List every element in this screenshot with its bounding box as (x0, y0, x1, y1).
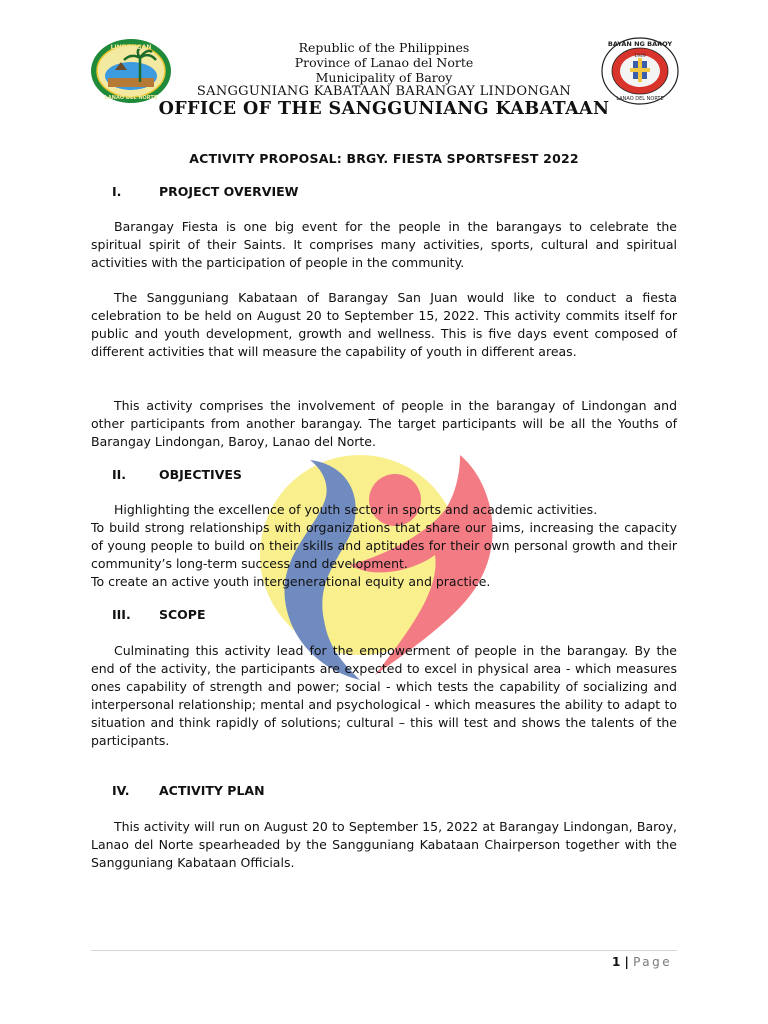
objective-item: To build strong relationships with organizations that share our aims, increasing the capacity of young people to build on their skills and aptitudes for their own personal growth and their community’s long-term success and development. (91, 520, 677, 571)
page-number-value: 1 (612, 955, 621, 969)
section-number: II. (112, 467, 127, 482)
page-label: Page (633, 955, 673, 969)
scope-paragraph (91, 642, 677, 750)
objectives-list (91, 501, 677, 591)
section-number: I. (112, 184, 122, 199)
document-title: ACTIVITY PROPOSAL: BRGY. FIESTA SPORTSFEST 2022 (189, 151, 579, 166)
overview-paragraph-3 (91, 397, 677, 451)
letterhead (0, 0, 768, 130)
objective-item: Highlighting the excellence of youth sector in sports and academic activities. (114, 502, 598, 517)
header-municipality: Municipality of Baroy (315, 70, 453, 85)
right-seal-top-text: BAYAN NG BAROY (607, 40, 673, 48)
left-seal-top-text: LINDONGAN (110, 44, 152, 51)
header-barangay: SANGGUNIANG KABATAAN BARANGAY LINDONGAN (196, 84, 572, 99)
overview-paragraph-2 (91, 289, 677, 361)
right-seal-bottom-text: LANAO DEL NORTE (616, 96, 664, 102)
paragraph-text: This activity will run on August 20 to September 15, 2022 at Barangay Lindongan, Baroy, Lanao del Norte spearheaded by the Sangguniang Kabataan Chairperson together with the Sangguniang Kabataan Officials. (91, 819, 677, 870)
section-number: IV. (112, 783, 130, 798)
paragraph-text: The Sangguniang Kabataan of Barangay San Juan would like to conduct a fiesta celebration to be held on August 20 to September 15, 2022. This activity commits itself for public and youth development, growth and wellness. This is five days event composed of different activities that will measure the capability of youth in different areas. (91, 290, 677, 359)
section-title: ACTIVITY PLAN (159, 783, 265, 798)
footer-divider (91, 950, 677, 951)
section-title: PROJECT OVERVIEW (159, 184, 299, 199)
section-heading-scope (112, 607, 206, 622)
header-republic: Republic of the Philippines (298, 40, 470, 55)
overview-paragraph-1 (91, 218, 677, 272)
header-province: Province of Lanao del Norte (294, 55, 474, 70)
activity-plan-paragraph (91, 818, 677, 872)
section-title: OBJECTIVES (159, 467, 242, 482)
paragraph-text: This activity comprises the involvement of people in the barangay of Lindongan and other participants from another barangay. The target participants will be all the Youths of Barangay Lindongan, Baroy, Lanao del Norte. (91, 398, 677, 449)
left-seal-bottom-text: LANAO DEL NORTE (104, 95, 158, 101)
section-heading-objectives (112, 467, 242, 482)
section-title: SCOPE (159, 607, 206, 622)
page-separator: | (620, 955, 634, 969)
objective-item: To create an active youth intergenerational equity and practice. (91, 574, 491, 589)
section-number: III. (112, 607, 131, 622)
section-heading-overview (112, 184, 298, 199)
section-heading-activity-plan (112, 783, 265, 798)
page-number (612, 955, 672, 969)
right-seal-year: 1949 (634, 54, 646, 59)
paragraph-text: Culminating this activity lead for the empowerment of people in the barangay. By the end of the activity, the participants are expected to excel in physical area - which measures ones capability of strength and power; social - which tests the capability of socializing and interpersonal relationship; mental and psychological - which measures the ability to adapt to situation and think rapidly of solutions; cultural – this will test and shows the talents of the participants. (91, 643, 677, 748)
header-office: OFFICE OF THE SANGGUNIANG KABATAAN (158, 99, 610, 119)
paragraph-text: Barangay Fiesta is one big event for the people in the barangays to celebrate the spiritual spirit of their Saints. It comprises many activities, sports, cultural and spiritual activities with the participation of people in the community. (91, 219, 677, 270)
